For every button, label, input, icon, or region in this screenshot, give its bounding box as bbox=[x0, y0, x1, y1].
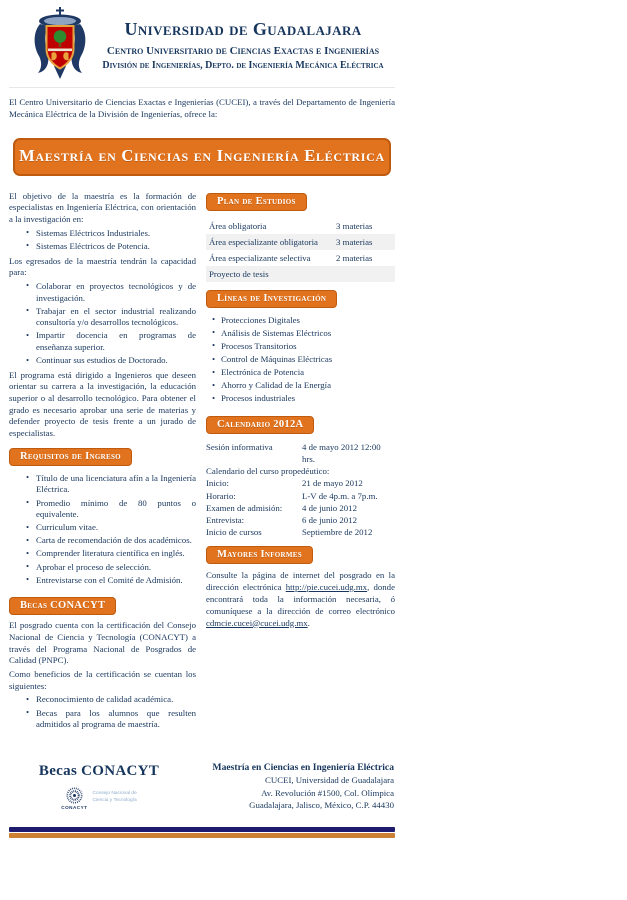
header bbox=[9, 6, 395, 80]
program-title-banner: Maestría en Ciencias en Ingeniería Eléctrica bbox=[13, 138, 391, 176]
calendar-row bbox=[206, 490, 395, 502]
section-banner-becas: Becas CONACYT bbox=[9, 597, 116, 615]
table-row bbox=[206, 266, 395, 282]
plan-row-value: 3 materias bbox=[336, 220, 373, 231]
calendar-label: Inicio: bbox=[206, 478, 229, 489]
bullet-item: • Curriculum vitae. bbox=[9, 522, 196, 534]
footer bbox=[9, 761, 395, 812]
bullet-item: • Colaborar en proyectos tecnológicos y de investigación. bbox=[9, 281, 196, 304]
conacyt-emblem bbox=[61, 787, 87, 810]
bullet-item: • Reconocimiento de calidad académica. bbox=[9, 694, 196, 706]
plan-row-label: Área especializante obligatoria bbox=[206, 234, 333, 250]
intro-paragraph: El Centro Universitario de Ciencias Exactas e Ingenierías (CUCEI), a través del Departamento de Ingeniería Mecánica Eléctrica de la División de Ingenierías, ofrece la: bbox=[9, 97, 395, 119]
graduates-list bbox=[9, 281, 196, 367]
informes-email-link[interactable]: cdmcie.cucei@cucei.udg.mx bbox=[206, 617, 308, 628]
informes-text-middle: , donde encontrará toda la información necesaria, ó comuníquese a la dirección de correo electrónico bbox=[206, 581, 395, 616]
bullet-item: • Electrónica de Potencia bbox=[206, 367, 395, 379]
bottom-bar-orange bbox=[9, 833, 395, 838]
conacyt-tagline-line: Consejo Nacional de bbox=[92, 791, 137, 797]
bullet-item: • Sistemas Eléctricos Industriales. bbox=[9, 228, 196, 240]
bullet-item: • Aprobar el proceso de selección. bbox=[9, 562, 196, 574]
objective-paragraph: El objetivo de la maestría es la formación de especialistas en Ingeniería Eléctrica, con orientación a la investigación en: bbox=[9, 190, 196, 225]
right-column bbox=[206, 191, 395, 630]
calendar-value: 4 de mayo 2012 12:00 hrs. bbox=[302, 442, 381, 465]
calendar-label: Examen de admisión: bbox=[206, 502, 283, 513]
bullet-item: • Becas para los alumnos que resulten admitidos al programa de maestría. bbox=[9, 708, 196, 731]
requisitos-list bbox=[9, 473, 196, 586]
calendar-row bbox=[206, 502, 395, 514]
division-name: División de Ingenierías, Depto. de Ingeniería Mecánica Eléctrica bbox=[102, 60, 384, 71]
footer-address-line: CUCEI, Universidad de Guadalajara bbox=[265, 775, 394, 786]
lineas-list bbox=[206, 315, 395, 405]
becas-list bbox=[9, 694, 196, 730]
informes-paragraph bbox=[206, 570, 395, 629]
section-banner-requisitos: Requisitos de Ingreso bbox=[9, 448, 132, 466]
plan-row-value: 3 materias bbox=[333, 234, 395, 250]
conacyt-tagline bbox=[92, 791, 136, 805]
bullet-item: • Control de Máquinas Eléctricas bbox=[206, 354, 395, 366]
footer-becas-block bbox=[9, 761, 189, 810]
bottom-bar-navy bbox=[9, 827, 395, 832]
becas-conacyt-title: Becas CONACYT bbox=[38, 762, 160, 779]
bullet-item: • Ahorro y Calidad de la Energía bbox=[206, 380, 395, 392]
header-titles bbox=[91, 6, 395, 71]
section-banner-informes: Mayores Informes bbox=[206, 546, 313, 564]
left-column bbox=[9, 191, 196, 734]
table-row bbox=[206, 250, 395, 266]
bullet-item: • Comprender literatura científica en inglés. bbox=[9, 548, 196, 560]
plan-row-value bbox=[333, 266, 395, 282]
bullet-item: • Análisis de Sistemas Eléctricos bbox=[206, 328, 395, 340]
table-row bbox=[206, 218, 395, 234]
plan-row-label: Área especializante selectiva bbox=[209, 252, 311, 263]
calendar-value: 6 de junio 2012 bbox=[302, 514, 357, 525]
calendario-schedule bbox=[206, 441, 395, 538]
calendar-value: L-V de 4p.m. a 7p.m. bbox=[302, 490, 378, 501]
becas-paragraph-1: El posgrado cuenta con la certificación del Consejo Nacional de Ciencia y Tecnología (CONACYT) a través del Programa Nacional de Posgrados de Calidad (PNPC). bbox=[9, 620, 196, 666]
conacyt-tagline-line: Ciencia y Tecnología bbox=[92, 798, 137, 804]
informes-text-before: Consulte la página de internet del posgrado en la dirección electrónica bbox=[206, 570, 395, 592]
university-name: Universidad de Guadalajara bbox=[124, 19, 362, 39]
plan-row-label: Área obligatoria bbox=[209, 220, 267, 231]
bullet-item: • Impartir docencia en programas de enseñanza superior. bbox=[9, 330, 196, 353]
calendar-label: Entrevista: bbox=[206, 514, 245, 525]
table-row bbox=[206, 234, 395, 250]
footer-program-name: Maestría en Ciencias en Ingeniería Eléctrica bbox=[212, 761, 394, 773]
graduates-paragraph: Los egresados de la maestría tendrán la capacidad para: bbox=[9, 255, 196, 278]
calendar-value: 4 de junio 2012 bbox=[302, 502, 357, 513]
bullet-item: • Continuar sus estudios de Doctorado. bbox=[9, 355, 196, 367]
footer-address-block bbox=[189, 761, 395, 812]
conacyt-circle-icon bbox=[66, 787, 83, 804]
calendar-row bbox=[206, 465, 395, 477]
bullet-item: • Entrevistarse con el Comité de Admisión. bbox=[9, 575, 196, 587]
program-description-paragraph: El programa está dirigido a Ingenieros que deseen orientar su carrera a la investigación, la educación superior o al desarrollo tecnológico. Para obtener el grado es necesario aprobar una serie de materias y defender proyecto de tesis frente a un jurado de especialistas. bbox=[9, 369, 196, 439]
two-column-body bbox=[9, 191, 395, 734]
calendar-row bbox=[206, 477, 395, 489]
footer-address-line: Av. Revolución #1500, Col. Olímpica bbox=[261, 787, 394, 798]
bullet-item: • Procesos Transitorios bbox=[206, 341, 395, 353]
bullet-item: • Protecciones Digitales bbox=[206, 315, 395, 327]
udg-coat-of-arms-logo bbox=[29, 6, 91, 80]
bullet-item: • Título de una licenciatura afín a la Ingeniería Eléctrica. bbox=[9, 473, 196, 496]
section-banner-lineas: Líneas de Investigación bbox=[206, 290, 337, 308]
becas-paragraph-2: Como beneficios de la certificación se cuentan los siguientes: bbox=[9, 669, 196, 691]
conacyt-wordmark: CONACYT bbox=[61, 804, 88, 810]
informes-url-link[interactable]: http://pie.cucei.udg.mx bbox=[285, 581, 368, 592]
plan-row-label: Proyecto de tesis bbox=[206, 266, 333, 282]
bullet-item: • Sistemas Eléctricos de Potencia. bbox=[9, 241, 196, 253]
calendar-label: Inicio de cursos bbox=[206, 526, 262, 537]
conacyt-logo bbox=[61, 787, 137, 810]
footer-address-line: Guadalajara, Jalisco, México, C.P. 44430 bbox=[249, 800, 394, 811]
center-name: Centro Universitario de Ciencias Exactas e Ingenierías bbox=[106, 45, 380, 57]
calendar-value: Septiembre de 2012 bbox=[302, 526, 373, 537]
calendar-row bbox=[206, 526, 395, 538]
bullet-item: • Promedio mínimo de 80 puntos o equivalente. bbox=[9, 498, 196, 521]
bullet-item: • Procesos industriales bbox=[206, 393, 395, 405]
document-content bbox=[9, 6, 395, 838]
bullet-item: • Trabajar en el sector industrial realizando consultoría y/o desarrollos tecnológicos. bbox=[9, 306, 196, 329]
header-divider bbox=[9, 87, 395, 88]
informes-text-after: . bbox=[307, 617, 310, 628]
section-banner-plan: Plan de Estudios bbox=[206, 193, 307, 211]
calendar-label: Sesión informativa bbox=[206, 442, 273, 453]
objective-list bbox=[9, 228, 196, 253]
calendar-value: 21 de mayo 2012 bbox=[302, 478, 363, 489]
calendar-row bbox=[206, 441, 395, 465]
section-banner-calendario: Calendario 2012A bbox=[206, 416, 314, 434]
calendar-value bbox=[329, 465, 395, 477]
bullet-item: • Carta de recomendación de dos académicos. bbox=[9, 535, 196, 547]
calendar-row bbox=[206, 514, 395, 526]
calendar-label: Calendario del curso propedéutico: bbox=[206, 466, 330, 477]
plan-de-estudios-table bbox=[206, 218, 395, 282]
plan-row-value: 2 materias bbox=[336, 252, 373, 263]
calendar-label: Horario: bbox=[206, 490, 236, 501]
